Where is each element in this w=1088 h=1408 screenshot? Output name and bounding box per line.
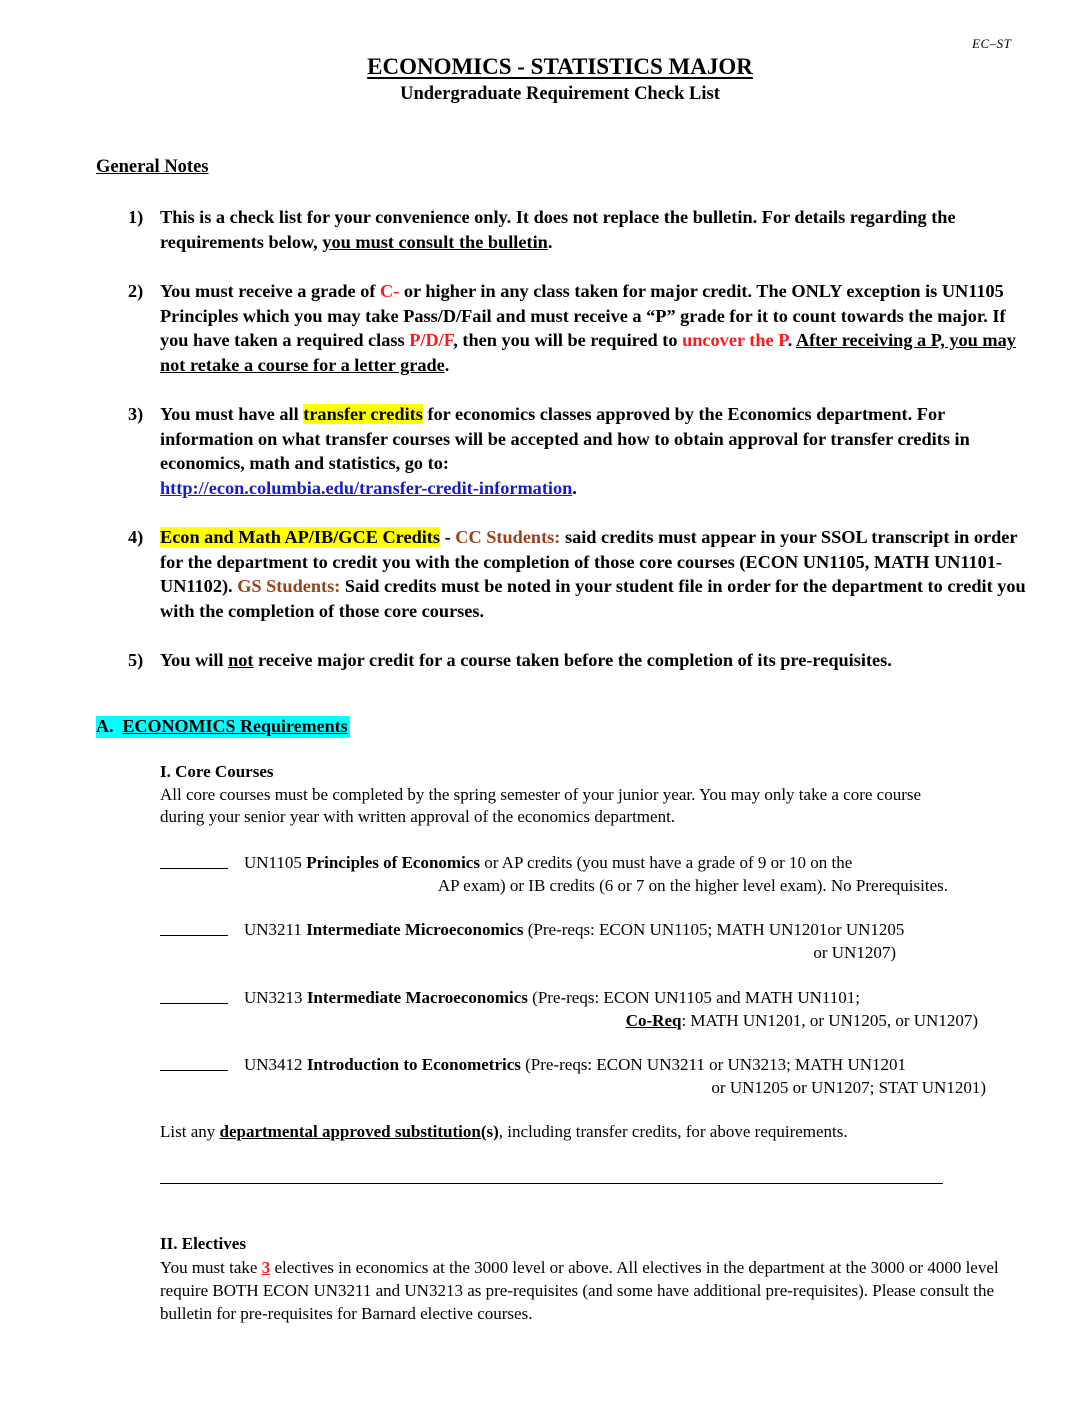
page-title: ECONOMICS - STATISTICS MAJOR [367, 54, 753, 79]
section-a-heading: A. ECONOMICS Requirements [96, 716, 348, 736]
page-subtitle: Undergraduate Requirement Check List [400, 84, 720, 104]
course-row-un1105: UN1105 Principles of Economics or AP credits (you must have a grade of 9 or 10 on the AP exam) or IB credits (6 or 7 on the higher level exam). No Prerequisites. [160, 851, 1020, 897]
general-note-2: 2) You must receive a grade of C- or higher in any class taken for major credit. The ONLY exception is UN1105 Principles which you may take Pass/D/Fail and must receive a “P” grade for it to count towards the major. If you have taken a required class P/D/F, then you will be required to uncover the P. After receiving a P, you may not retake a course for a letter grade. [128, 281, 1016, 375]
electives-heading: II. Electives [160, 1234, 246, 1253]
electives-count: 3 [261, 1258, 271, 1277]
document-id: EC–ST [972, 36, 1012, 51]
checkbox-blank[interactable] [160, 851, 228, 869]
checkbox-blank[interactable] [160, 918, 228, 936]
substitution-instructions: List any departmental approved substitution(s), including transfer credits, for above requirements. [160, 1122, 848, 1141]
core-courses-heading: I. Core Courses [160, 762, 274, 781]
general-note-1: 1) This is a check list for your convenience only. It does not replace the bulletin. For details regarding the requirements below, you must consult the bulletin. [128, 207, 956, 252]
substitution-entry-line[interactable] [160, 1183, 943, 1184]
general-note-5: 5) You will not receive major credit for a course taken before the completion of its pre-requisites. [128, 650, 892, 670]
course-row-un3211: UN3211 Intermediate Microeconomics (Pre-reqs: ECON UN1105; MATH UN1201or UN1205 or UN1207) [160, 918, 1020, 964]
core-courses-intro: All core courses must be completed by the spring semester of your junior year. You may only take a core course during your senior year with written approval of the economics department. [160, 785, 922, 826]
transfer-credit-link[interactable]: http://econ.columbia.edu/transfer-credit-information [160, 477, 573, 498]
course-row-un3412: UN3412 Introduction to Econometrics (Pre-reqs: ECON UN3211 or UN3213; MATH UN1201 or UN1205 or UN1207; STAT UN1201) [160, 1053, 1020, 1099]
electives-text: You must take 3 electives in economics at the 3000 level or above. All electives in the department at the 3000 or 4000 level require BOTH ECON UN3211 and UN3213 as pre-requisites (and some have additional pre-requisites). Please consult the bulletin for pre-requisites for Barnard elective courses. [160, 1258, 999, 1323]
checkbox-blank[interactable] [160, 1053, 228, 1071]
general-note-3: 3) You must have all transfer credits for economics classes approved by the Economics department. For information on what transfer courses will be accepted and how to obtain approval for transfer credits in economics, math and statistics, go to: http://econ.columbia.edu/transfer-credit-information. [128, 404, 970, 498]
general-notes-heading: General Notes [96, 157, 209, 177]
checkbox-blank[interactable] [160, 986, 228, 1004]
grade-threshold: C- [380, 281, 400, 301]
course-row-un3213: UN3213 Intermediate Macroeconomics (Pre-reqs: ECON UN1105 and MATH UN1101; Co-Req: MATH UN1201, or UN1205, or UN1207) [160, 986, 1020, 1032]
general-note-4: 4) Econ and Math AP/IB/GCE Credits - CC Students: said credits must appear in your SSOL transcript in order for the department to credit you with the completion of those core courses (ECON UN1105, MATH UN1101-UN1102). GS Students: Said credits must be noted in your student file in order for the department to credit you with the completion of those core courses. [128, 527, 1026, 621]
